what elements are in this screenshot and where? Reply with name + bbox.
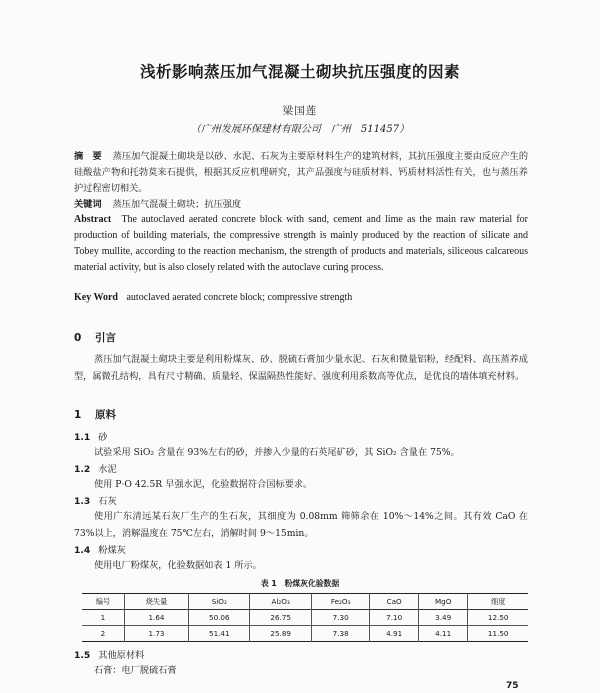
table-header-cell: 烧失量 [124,594,188,610]
abstract-en-text: The autoclaved aerated concrete block with sand, cement and lime as the main raw material for production of building materials, the compressive strength is mainly produced by the reaction of silicate and Tobey mullite, according to the reaction mechanism, the strength of products and materials, siliceous calcareous material activity, but is also closely related with the autoclave curing process. [74,214,528,273]
table-cell: 1.64 [124,610,188,626]
keywords-cn-text: 蒸压加气混凝土砌块；抗压强度 [112,199,242,210]
section-0-title: 引言 [94,332,116,344]
subsection-1-4-text: 使用电厂粉煤灰，化验数据如表 1 所示。 [94,560,262,571]
subsection-1-5-heading [74,647,144,661]
subsection-number: 1.1 [74,432,91,443]
keywords-en [74,290,528,306]
subsection-1-2-text: 使用 P·O 42.5R 早强水泥，化验数据符合国标要求。 [94,479,313,490]
table-cell: 25.89 [250,626,311,642]
page-number: 75 [506,681,519,691]
table-cell: 1.73 [124,626,188,642]
abstract-en [74,212,528,276]
table-header-cell: 编号 [95,596,111,606]
section-1-title: 原料 [94,409,116,421]
subsection-1-1-heading [74,429,107,443]
table-header-cell: 细度 [468,594,528,610]
subsection-1-3-text: 使用广东清远某石灰厂生产的生石灰，其细度为 0.08mm 筛筛余在 10%～14%之间。其有效 CaO 在 73%以上，消解温度在 75℃左右，消解时间 9～15min。 [74,511,528,539]
abstract-cn-text: 蒸压加气混凝土砌块是以砂、水泥、石灰为主要原材料生产的建筑材料，其抗压强度主要由反应产生的硅酸盐产物和托勃莫来石提供，根据其反应机理研究，其产品强度与硅质材料、钙质材料活性有关，也与蒸压养护过程密切相关。 [74,151,529,194]
table-row [82,626,528,642]
table-cell: 2 [100,629,106,638]
table-header-cell: Fe₂O₃ [311,594,370,610]
table-cell: 26.75 [250,610,311,626]
table-header-row [82,594,528,610]
table-cell: 12.50 [468,610,528,626]
keywords-cn-label: 关键词 [74,199,102,210]
subsection-title: 其他原材料 [98,650,145,661]
subsection-title: 石灰 [98,496,117,507]
subsection-number: 1.2 [74,464,91,475]
keywords-en-label: Key Word [74,292,118,303]
subsection-1-3-heading [74,493,117,507]
table-cell: 7.38 [311,626,370,642]
subsection-1-4-heading [74,542,126,556]
table-cell: 7.30 [311,610,370,626]
table-cell: 1 [100,613,106,622]
subsection-number: 1.5 [74,650,91,661]
fly-ash-table [82,593,528,642]
table-cell: 51.41 [189,626,250,642]
subsection-number: 1.4 [74,545,91,556]
subsection-title: 水泥 [98,464,117,475]
table-cell: 11.50 [468,626,528,642]
table-cell: 4.91 [370,626,418,642]
subsection-1-1-text: 试验采用 SiO₂ 含量在 93%左右的砂，并掺入少量的石英尾矿砂，其 SiO₂ 含量在 75%。 [94,447,460,458]
table-caption: 表 1 粉煤灰化验数据 [260,579,340,588]
table-header-cell: Al₂O₃ [250,594,311,610]
author-name: 梁国莲 [282,105,318,117]
table-header-cell: SiO₂ [189,594,250,610]
section-0-number: 0 [74,332,82,344]
table-cell: 7.10 [370,610,418,626]
section-1-number: 1 [74,409,82,421]
subsection-1-2-heading [74,461,117,475]
abstract-en-label: Abstract [74,214,112,225]
keywords-cn [74,197,528,213]
table-header-cell: CaO [370,594,418,610]
subsection-number: 1.3 [74,496,91,507]
table-header-cell: MgO [418,594,468,610]
table-cell: 50.06 [189,610,250,626]
table-cell: 4.11 [418,626,468,642]
keywords-en-text: autoclaved aerated concrete block; compressive strength [126,292,353,303]
subsection-1-5-text: 石膏：电厂脱硫石膏 [94,665,177,676]
subsection-title: 粉煤灰 [98,545,126,556]
abstract-cn [74,149,528,197]
abstract-cn-label: 摘 要 [74,151,102,162]
section-0-text: 蒸压加气混凝土砌块主要是利用粉煤灰、砂、脱硫石膏加少量水泥、石灰和微量铝粉，经配料、高压蒸养成型，属微孔结构，具有尺寸精确、质量轻、保温隔热性能好、强度利用系数高等优点，是优良的墙体填充材料。 [74,354,528,382]
table-row [82,610,528,626]
paper-title: 浅析影响蒸压加气混凝土砌块抗压强度的因素 [139,63,460,81]
author-affiliation: （广州发展环保建材有限公司 广州 511457） [190,124,410,135]
section-0-heading [74,330,116,345]
section-1-heading [74,407,116,422]
subsection-title: 砂 [98,432,108,443]
table-cell: 3.49 [418,610,468,626]
